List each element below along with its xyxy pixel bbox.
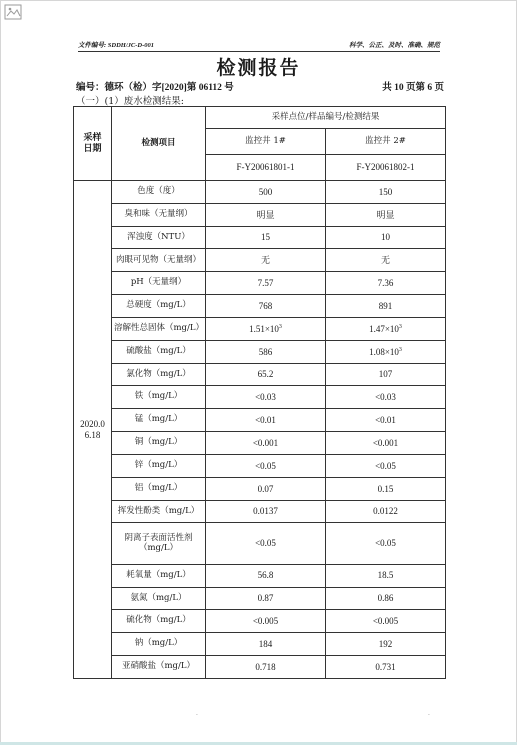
point-1: 监控井 1# xyxy=(206,129,326,155)
result-value: 0.86 xyxy=(326,587,446,610)
page-title: 检测报告 xyxy=(216,57,301,79)
result-value: <0.01 xyxy=(326,409,446,432)
point-2: 监控井 2# xyxy=(326,129,446,155)
test-item: 氨氮（mg/L） xyxy=(112,587,206,610)
test-item: 总硬度（mg/L） xyxy=(112,295,206,318)
result-value: 7.57 xyxy=(206,272,326,295)
test-item: 钠（mg/L） xyxy=(112,633,206,656)
result-value: <0.05 xyxy=(326,454,446,477)
test-item: 硫酸盐（mg/L） xyxy=(112,340,206,363)
table-row xyxy=(74,523,446,564)
result-value: <0.001 xyxy=(206,432,326,455)
test-item: 阴离子表面活性剂（mg/L） xyxy=(112,523,206,564)
result-value: 150 xyxy=(326,181,446,204)
result-value: 0.0122 xyxy=(326,500,446,523)
table-header-row xyxy=(74,107,446,129)
test-item: 硫化物（mg/L） xyxy=(112,610,206,633)
test-item: 锌（mg/L） xyxy=(112,454,206,477)
test-item: 溶解性总固体（mg/L） xyxy=(112,317,206,340)
table-row xyxy=(74,633,446,656)
result-value: <0.01 xyxy=(206,409,326,432)
result-value: 184 xyxy=(206,633,326,656)
result-value: <0.05 xyxy=(206,523,326,564)
result-value: $1.47\times 10^3$ xyxy=(326,317,446,340)
table-row xyxy=(74,409,446,432)
table-row xyxy=(74,226,446,249)
test-item: 肉眼可见物（无量纲） xyxy=(112,249,206,272)
test-item: 铝（mg/L） xyxy=(112,477,206,500)
test-item: 铜（mg/L） xyxy=(112,432,206,455)
result-value: $1.51\times 10^3$ xyxy=(206,317,326,340)
test-item: 氯化物（mg/L） xyxy=(112,363,206,386)
result-value: 0.07 xyxy=(206,477,326,500)
result-value: <0.03 xyxy=(326,386,446,409)
table-row xyxy=(74,477,446,500)
result-value: 0.87 xyxy=(206,587,326,610)
result-value: <0.001 xyxy=(326,432,446,455)
header-group: 采样点位/样品编号/检测结果 xyxy=(206,107,446,129)
result-value: 无 xyxy=(326,249,446,272)
table-row xyxy=(74,363,446,386)
result-value: 891 xyxy=(326,295,446,318)
document-header xyxy=(78,40,440,52)
result-value: <0.005 xyxy=(326,610,446,633)
result-value: 56.8 xyxy=(206,564,326,587)
result-value: 107 xyxy=(326,363,446,386)
result-value: 10 xyxy=(326,226,446,249)
result-value: 0.15 xyxy=(326,477,446,500)
motto: 科学、公正、及时、准确、规范 xyxy=(349,42,440,49)
table-row xyxy=(74,656,446,679)
result-value: 7.36 xyxy=(326,272,446,295)
result-value: 明显 xyxy=(326,203,446,226)
table-row xyxy=(74,587,446,610)
table-row xyxy=(74,317,446,340)
test-item: 亚硝酸盐（mg/L） xyxy=(112,656,206,679)
result-value: 明显 xyxy=(206,203,326,226)
sample-id-1: F-Y20061801-1 xyxy=(206,155,326,181)
result-value: <0.05 xyxy=(326,523,446,564)
result-value: 586 xyxy=(206,340,326,363)
result-value: 0.0137 xyxy=(206,500,326,523)
sampling-date: 2020.06.18 xyxy=(74,181,112,679)
table-row xyxy=(74,249,446,272)
test-item: 臭和味（无量纲） xyxy=(112,203,206,226)
table-row xyxy=(74,272,446,295)
section-title: （一）(1）废水检测结果: xyxy=(76,96,184,107)
scan-mark: · xyxy=(428,712,430,719)
file-number: 文件编号: SDDH/JC-D-001 xyxy=(78,42,155,49)
test-item: 耗氧量（mg/L） xyxy=(112,564,206,587)
table-row xyxy=(74,295,446,318)
page-count: 共 10 页第 6 页 xyxy=(382,83,444,93)
header-test-item: 检测项目 xyxy=(112,107,206,181)
test-item: 锰（mg/L） xyxy=(112,409,206,432)
result-value: 192 xyxy=(326,633,446,656)
table-row xyxy=(74,340,446,363)
test-item: 挥发性酚类（mg/L） xyxy=(112,500,206,523)
result-value: 18.5 xyxy=(326,564,446,587)
table-row xyxy=(74,454,446,477)
result-value: <0.03 xyxy=(206,386,326,409)
test-item: 色度（度） xyxy=(112,181,206,204)
report-number: 编号：德环（检）字[2020]第 06112 号 xyxy=(76,83,234,93)
result-value: <0.005 xyxy=(206,610,326,633)
result-value: 15 xyxy=(206,226,326,249)
table-row xyxy=(74,386,446,409)
results-table xyxy=(73,106,446,679)
scan-mark: · xyxy=(196,712,198,719)
table-row xyxy=(74,181,446,204)
result-value: 768 xyxy=(206,295,326,318)
table-row xyxy=(74,610,446,633)
result-value: <0.05 xyxy=(206,454,326,477)
table-row xyxy=(74,432,446,455)
result-value: 65.2 xyxy=(206,363,326,386)
table-row xyxy=(74,203,446,226)
test-item: 铁（mg/L） xyxy=(112,386,206,409)
table-row xyxy=(74,500,446,523)
result-value: 0.718 xyxy=(206,656,326,679)
table-row xyxy=(74,564,446,587)
header-sampling-date: 采样日期 xyxy=(74,107,112,181)
report-meta xyxy=(76,79,444,93)
test-item: 浑浊度（NTU） xyxy=(112,226,206,249)
result-value: $1.08\times 10^3$ xyxy=(326,340,446,363)
image-placeholder-icon xyxy=(4,4,22,20)
result-value: 无 xyxy=(206,249,326,272)
result-value: 500 xyxy=(206,181,326,204)
test-item: pH（无量纲） xyxy=(112,272,206,295)
sample-id-2: F-Y20061802-1 xyxy=(326,155,446,181)
result-value: 0.731 xyxy=(326,656,446,679)
